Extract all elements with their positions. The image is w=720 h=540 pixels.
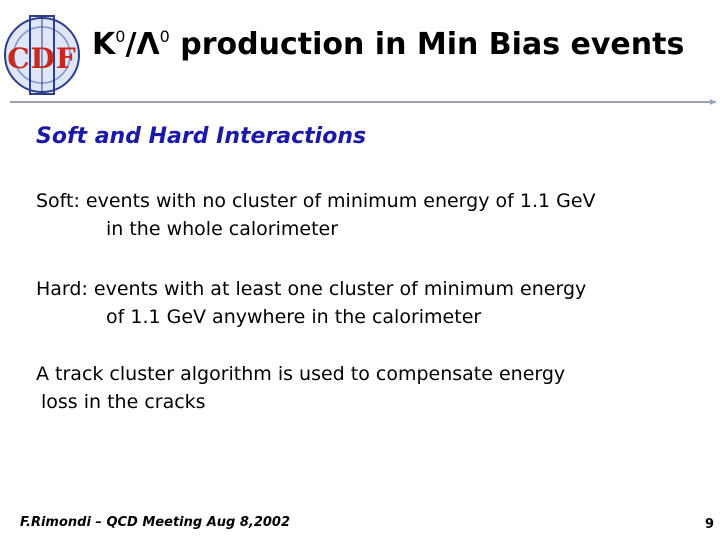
- cdf-logo-icon: [2, 12, 82, 98]
- title-k-superscript: 0: [115, 27, 126, 46]
- track-line-1: A track cluster algorithm is used to compensate energy: [36, 363, 566, 385]
- track-line-2: loss in the cracks: [41, 391, 206, 413]
- hard-line-1: Hard: events with at least one cluster of minimum energy: [36, 278, 587, 300]
- title-lambda-superscript: 0: [159, 27, 170, 46]
- track-paragraph: [36, 360, 565, 416]
- footer-author: F.Rimondi – QCD Meeting Aug 8,2002: [20, 515, 291, 530]
- title-lambda: Λ: [136, 27, 160, 62]
- soft-line-1: Soft: events with no cluster of minimum energy of 1.1 GeV: [36, 190, 596, 212]
- hard-line-2: of 1.1 GeV anywhere in the calorimeter: [106, 306, 482, 328]
- title-slash: /: [125, 27, 137, 62]
- title-rest: production in Min Bias events: [169, 27, 685, 62]
- soft-line-2: in the whole calorimeter: [106, 218, 339, 240]
- title-k: K: [92, 27, 116, 62]
- hard-paragraph: [36, 275, 586, 331]
- section-heading: Soft and Hard Interactions: [36, 124, 367, 149]
- title-divider: [10, 99, 716, 105]
- soft-paragraph: [36, 187, 596, 243]
- page-number: 9: [704, 517, 714, 532]
- logo-text: CDF: [7, 42, 77, 75]
- page-title: [92, 20, 718, 70]
